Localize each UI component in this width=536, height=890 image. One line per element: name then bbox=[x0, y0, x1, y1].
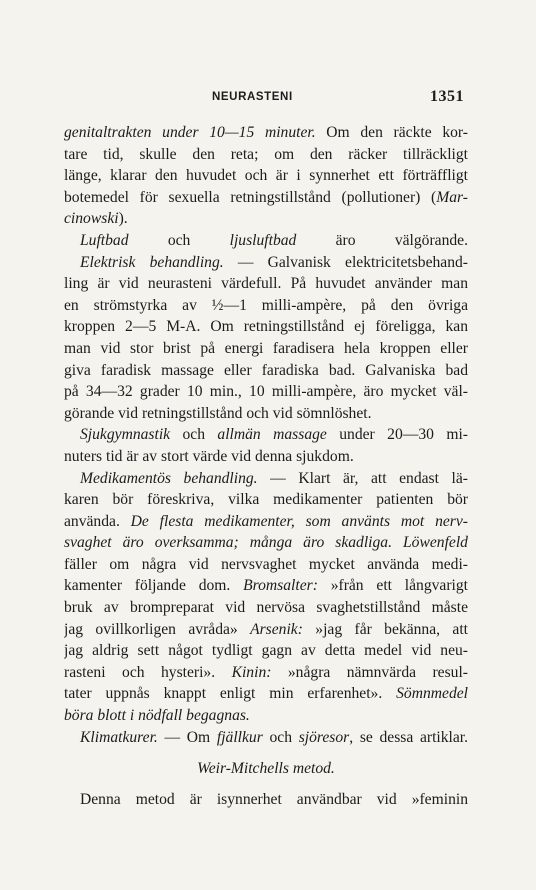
italic-run: sjöresor bbox=[298, 728, 350, 746]
text-run: bruk av brompreparat vid nervösa svaghetstillstånd måste bbox=[64, 599, 468, 617]
text-run: botemedel för sexuella retningstillstånd (pollutioner) ( bbox=[64, 188, 437, 206]
text-run: jag ovillkorligen avråda» bbox=[64, 620, 251, 638]
text-run: rasteni och hysteri». bbox=[64, 663, 232, 681]
italic-run: De flesta medikamenter, som använts mot nerv- bbox=[130, 512, 468, 530]
text-line bbox=[64, 122, 468, 144]
text-run: en strömstyrka av ½—1 milli-ampère, på den övriga bbox=[64, 296, 468, 314]
text-run: och bbox=[262, 728, 299, 746]
text-line bbox=[64, 446, 468, 468]
paragraph-lines-after-heading bbox=[64, 789, 468, 811]
text-line bbox=[64, 338, 468, 360]
text-run: , se dessa artiklar. bbox=[349, 728, 468, 746]
italic-run: Bromsalter: bbox=[243, 577, 318, 595]
text-run: äro välgörande. bbox=[296, 231, 468, 249]
text-run: karen bör föreskriva, vilka medikamenter patienten bör bbox=[64, 491, 468, 509]
text-line bbox=[64, 165, 468, 187]
body-text bbox=[64, 122, 468, 810]
text-line bbox=[64, 295, 468, 317]
italic-run: Klimatkurer. bbox=[80, 728, 158, 746]
italic-run: Elektrisk behandling. bbox=[80, 253, 224, 271]
italic-run: Sömnmedel bbox=[396, 685, 468, 703]
italic-run: genitaltrakten under 10—15 minuter. bbox=[64, 124, 316, 141]
text-line bbox=[64, 187, 468, 209]
text-run: nuters tid är av stort värde vid denna sjukdom. bbox=[64, 447, 354, 465]
italic-run: Medikamentös behandling. bbox=[80, 469, 258, 487]
text-line bbox=[64, 252, 468, 274]
text-line bbox=[64, 705, 468, 727]
text-line bbox=[64, 640, 468, 662]
text-line bbox=[64, 597, 468, 619]
text-run: giva faradisk massage eller faradiska bad. Galvaniska bad bbox=[64, 361, 468, 379]
text-run: tater uppnås knappt enligt min erfarenhet». bbox=[64, 685, 397, 703]
italic-run: Luftbad bbox=[80, 231, 129, 249]
text-line bbox=[64, 619, 468, 641]
text-line bbox=[64, 554, 468, 576]
text-run: under 20—30 mi- bbox=[326, 426, 468, 444]
text-line bbox=[64, 789, 468, 811]
text-run: fäller om några vid nervsvaghet mycket använda medi- bbox=[64, 555, 468, 573]
text-run: jag aldrig sett något tydligt gagn av detta medel vid neu- bbox=[64, 642, 468, 660]
text-line bbox=[64, 532, 468, 554]
text-run: kamenter följande dom. bbox=[64, 577, 244, 595]
text-run: »från ett långvarigt bbox=[317, 577, 468, 595]
italic-run: svaghet äro overksamma; många äro skadliga. bbox=[64, 534, 392, 552]
text-run: Om den räckte kor- bbox=[315, 124, 468, 141]
text-line bbox=[64, 424, 468, 446]
text-run bbox=[392, 534, 403, 551]
running-head: NEURASTENI bbox=[212, 91, 293, 103]
paragraph-lines bbox=[64, 122, 468, 748]
italic-run: böra blott i nödfall begagnas. bbox=[64, 707, 250, 725]
italic-run: Kinin: bbox=[231, 663, 272, 681]
text-run: »jag får bekänna, att bbox=[302, 620, 468, 638]
text-line bbox=[64, 683, 468, 705]
text-run: länge, klarar den huvudet och är i synnerhet ett förträffligt bbox=[64, 167, 468, 185]
text-run: görande vid retningstillstånd och vid sömnlöshet. bbox=[64, 404, 372, 422]
text-line bbox=[64, 468, 468, 490]
text-line bbox=[64, 360, 468, 382]
italic-run: Sjukgymnastik bbox=[80, 426, 171, 444]
italic-run: fjällkur bbox=[216, 728, 263, 746]
text-line bbox=[64, 575, 468, 597]
text-line bbox=[64, 403, 468, 425]
text-run: kroppen 2—5 M-A. Om retningstillstånd ej föreligga, kan bbox=[64, 318, 468, 336]
text-run: och bbox=[128, 231, 230, 249]
text-line bbox=[64, 316, 468, 338]
section-heading: Weir-Mitchells metod. bbox=[197, 760, 335, 778]
text-run: — Klart är, att endast lä- bbox=[257, 469, 468, 487]
italic-run: allmän massage bbox=[217, 426, 327, 444]
text-line bbox=[64, 489, 468, 511]
text-run: »några nämnvärda resul- bbox=[271, 663, 468, 681]
page-number: 1351 bbox=[430, 88, 464, 105]
italic-run: cinowski bbox=[64, 210, 119, 228]
text-line bbox=[64, 208, 468, 230]
text-run: Denna metod är isynnerhet användbar vid »feminin bbox=[80, 790, 468, 808]
page-header bbox=[0, 89, 536, 111]
text-run: — Om bbox=[157, 728, 217, 746]
text-run: på 34—32 grader 10 min., 10 milli-ampère, äro mycket väl- bbox=[64, 383, 468, 401]
text-run: använda. bbox=[64, 512, 131, 530]
text-line bbox=[64, 273, 468, 295]
text-line bbox=[64, 381, 468, 403]
text-line bbox=[64, 144, 468, 166]
italic-run: Mar- bbox=[436, 188, 468, 206]
text-run: tare tid, skulle den reta; om den räcker tillräckligt bbox=[64, 145, 468, 163]
text-line bbox=[64, 230, 468, 252]
text-run: — Galvanisk elektricitetsbehand- bbox=[223, 253, 468, 271]
text-run: ). bbox=[118, 210, 128, 228]
text-run: ling är vid neurasteni värdefull. På huvudet använder man bbox=[64, 275, 468, 293]
italic-run: Löwenfeld bbox=[403, 534, 468, 552]
text-line bbox=[64, 511, 468, 533]
text-run: man vid stor brist på energi faradisera hela kroppen eller bbox=[64, 339, 468, 357]
text-line bbox=[64, 727, 468, 749]
text-run: och bbox=[170, 426, 218, 444]
text-line bbox=[64, 662, 468, 684]
italic-run: Arsenik: bbox=[250, 620, 303, 638]
italic-run: ljusluftbad bbox=[229, 231, 297, 249]
